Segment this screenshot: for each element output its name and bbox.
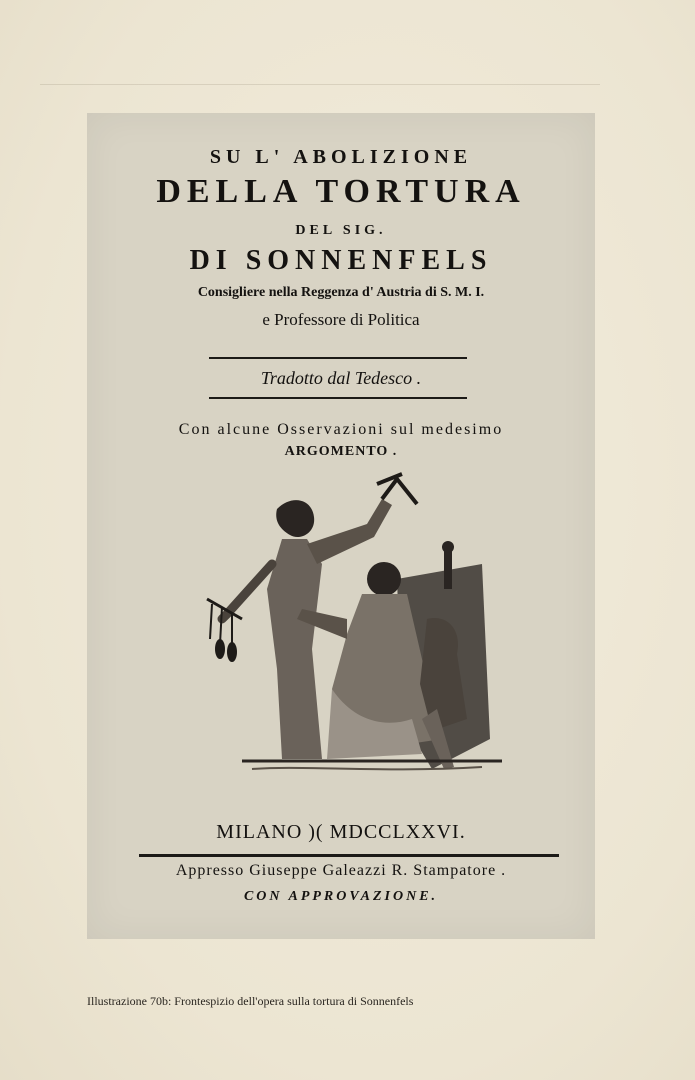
rule-bottom: [209, 397, 467, 399]
title-line-2: DELLA TORTURA: [156, 173, 526, 210]
imprint-place-date: MILANO )( MDCCLXXVI.: [216, 821, 466, 843]
title-line-1: SU L' ABOLIZIONE: [209, 146, 473, 168]
allegorical-engraving: [182, 469, 517, 785]
imprint-approval: CON APPROVAZIONE.: [243, 889, 439, 904]
observations-line: Con alcune Osservazioni sul medesimo: [178, 421, 504, 438]
show-through-header-rule: [40, 84, 600, 85]
title-line-3: DEL SIG.: [295, 223, 387, 238]
author-role-line: e Professore di Politica: [262, 310, 420, 329]
figure-caption: Illustrazione 70b: Frontespizio dell'opera sulla tortura di Sonnenfels: [87, 994, 414, 1008]
author-line: DI SONNENFELS: [189, 245, 493, 276]
rule-top: [209, 357, 467, 359]
observations-line-2: ARGOMENTO .: [284, 444, 398, 459]
imprint-printer: Appresso Giuseppe Galeazzi R. Stampatore .: [175, 862, 507, 879]
translation-line: Tradotto dal Tedesco .: [260, 368, 422, 388]
author-title-line: Consigliere nella Reggenza d' Austria di S. M. I.: [197, 285, 485, 300]
title-page-plate: [87, 113, 595, 939]
imprint-rule: [139, 854, 559, 857]
